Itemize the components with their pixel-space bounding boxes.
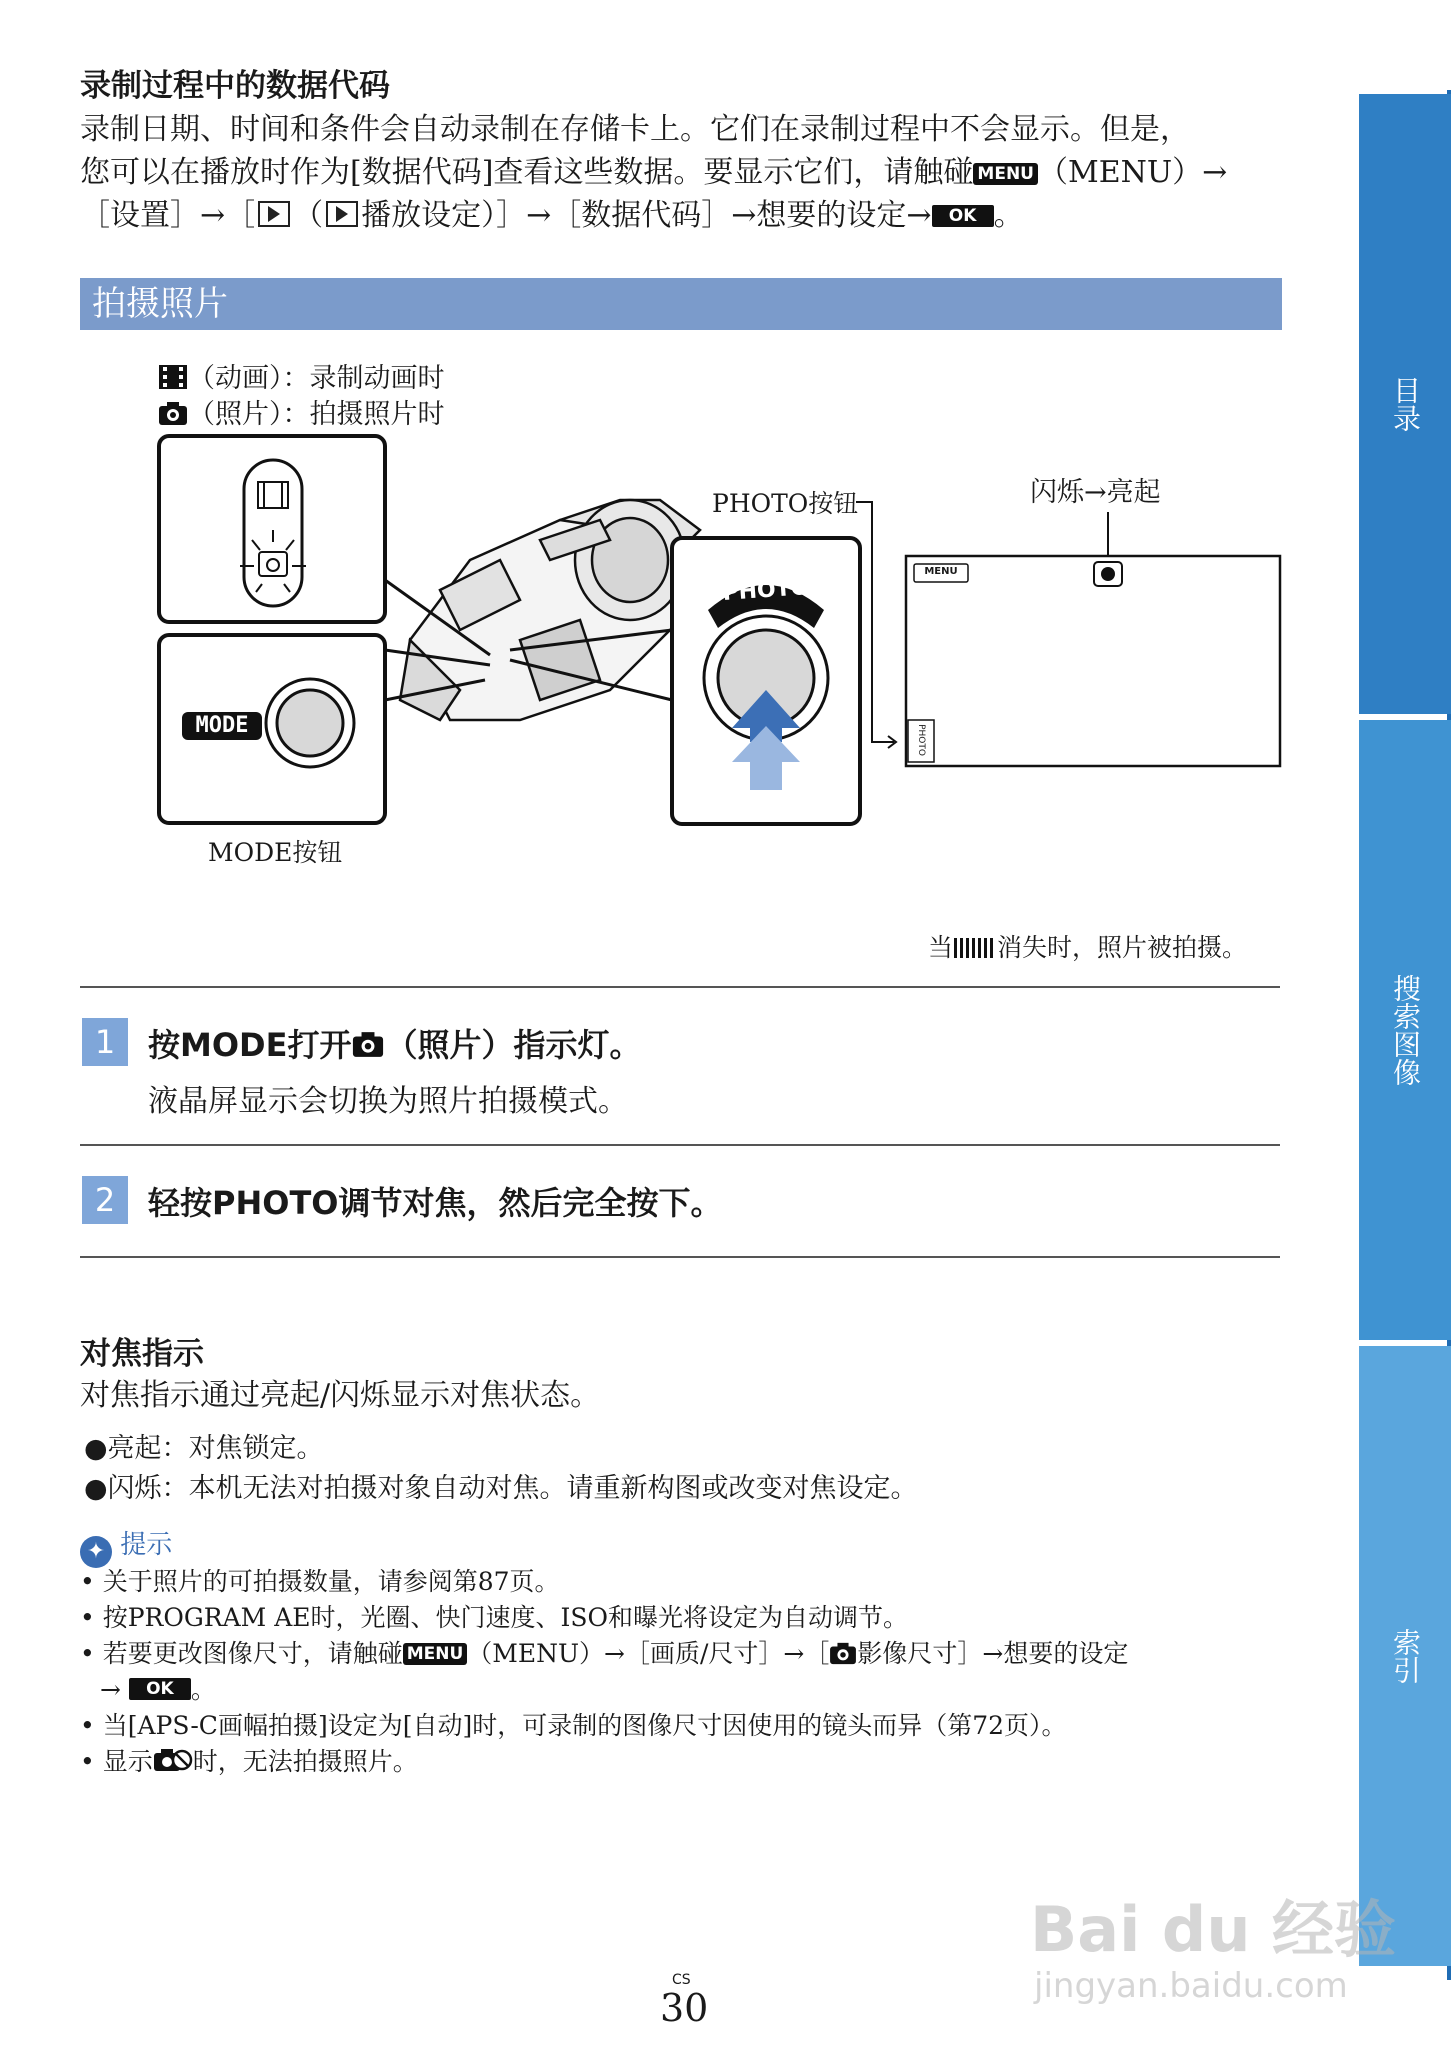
legend-photo-text: （照片）：拍摄照片时	[188, 399, 445, 430]
focus-item-text: 对焦锁定。	[188, 1433, 324, 1464]
movie-icon	[158, 364, 188, 390]
ok-icon: OK	[129, 1678, 191, 1700]
menu-icon: MENU	[403, 1643, 468, 1665]
paragraph-line-2-text: 您可以在播放时作为[数据代码]查看这些数据。要显示它们，请触碰	[80, 155, 974, 190]
divider	[80, 986, 1280, 988]
focus-intro: 对焦指示通过亮起/闪烁显示对焦状态。	[80, 1378, 601, 1413]
step-1-number: 1	[82, 1018, 128, 1066]
list-item: • 按PROGRAM AE时，光圈、快门速度、ISO和曝光将设定为自动调节。	[80, 1603, 909, 1632]
paragraph-line-2-end: （MENU）→	[1037, 155, 1228, 190]
focus-item-label: ●亮起：	[84, 1433, 189, 1464]
screen-photo-button: PHOTO	[916, 724, 926, 756]
page-number: 30	[660, 1986, 709, 2030]
tip-size-text: • 若要更改图像尺寸，请触碰	[80, 1639, 403, 1668]
tip-size-end: 。	[190, 1675, 216, 1704]
tip-size-text-2: （MENU）→［画质/尺寸］→［	[467, 1639, 830, 1668]
focus-item-label: ●闪烁：	[84, 1473, 189, 1504]
section-title-bar: 拍摄照片	[80, 278, 1282, 330]
list-item: • 关于照片的可拍摄数量，请参阅第87页。	[80, 1567, 560, 1596]
footer-lang: CS	[672, 1972, 691, 1988]
step-2-title: 轻按PHOTO调节对焦，然后完全按下。	[148, 1184, 723, 1222]
tab-contents[interactable]	[1359, 94, 1451, 714]
divider	[80, 1144, 1280, 1146]
list-item	[80, 1672, 1280, 1708]
tab-index[interactable]	[1359, 1346, 1451, 1966]
playback-icon	[258, 201, 290, 227]
tip-no-photo-text-2: 时，无法拍摄照片。	[192, 1747, 418, 1776]
tab-search-images[interactable]	[1359, 720, 1451, 1340]
playback-icon	[326, 201, 358, 227]
tips-list	[80, 1564, 1280, 1780]
data-code-paragraph	[80, 108, 1280, 237]
paragraph-line-3-paren: （	[293, 198, 324, 233]
focus-item-blink	[84, 1466, 918, 1505]
caption-text-b: 消失时，照片被拍摄。	[997, 933, 1248, 962]
paragraph-line-3-end: 。	[993, 198, 1024, 233]
tip-size-text-3: 影像尺寸］→想要的设定	[857, 1639, 1129, 1668]
paragraph-line-2	[80, 151, 1280, 194]
tip-size-arrow: →	[100, 1675, 121, 1704]
focus-heading: 对焦指示	[80, 1336, 204, 1372]
tips-title: 提示	[120, 1530, 173, 1560]
watermark-url: jingyan.baidu.com	[1034, 1966, 1348, 2006]
ok-icon: OK	[932, 205, 994, 227]
step-2-number: 2	[82, 1176, 128, 1224]
step-1-description: 液晶屏显示会切换为照片拍摄模式。	[148, 1084, 628, 1119]
caption-text-a: 当	[928, 933, 954, 962]
legend-movie	[158, 356, 445, 395]
focus-bars-icon	[953, 937, 997, 959]
watermark-brand: Bai du 经验	[1030, 1893, 1397, 1966]
focus-item-text: 本机无法对拍摄对象自动对焦。请重新构图或改变对焦设定。	[188, 1473, 918, 1504]
camera-icon	[158, 400, 188, 426]
data-code-heading: 录制过程中的数据代码	[80, 68, 390, 104]
list-item	[80, 1636, 1280, 1672]
no-photo-icon	[153, 1747, 193, 1773]
tab-contents-label: 目录	[1389, 376, 1422, 432]
screen-menu-button: MENU	[924, 566, 958, 577]
paragraph-line-1: 录制日期、时间和条件会自动录制在存储卡上。它们在录制过程中不会显示。但是，	[80, 112, 1190, 147]
step-1-title	[148, 1020, 642, 1066]
list-item	[80, 1744, 1280, 1780]
paragraph-line-3-text: ［设置］→［	[80, 198, 256, 233]
photo-button-label: PHOTO按钮	[712, 489, 859, 518]
mode-button-label: MODE按钮	[208, 838, 343, 867]
step-1-title-rest: （照片）指示灯。	[385, 1026, 642, 1064]
legend-photo	[158, 392, 445, 431]
divider	[80, 1256, 1280, 1258]
mode-button-text: MODE	[195, 713, 249, 738]
focus-item-on	[84, 1426, 324, 1465]
photo-button-text: PHOTO	[721, 574, 811, 607]
list-item: • 当[APS-C画幅拍摄]设定为[自动]时，可录制的图像尺寸因使用的镜头而异（第72页）。	[80, 1711, 1067, 1740]
legend-movie-text: （动画）：录制动画时	[188, 363, 445, 394]
paragraph-line-3	[80, 194, 1280, 237]
step-1-title-text: 按MODE打开	[148, 1026, 352, 1064]
tip-no-photo-text: • 显示	[80, 1747, 153, 1776]
flash-label: 闪烁→亮起	[1030, 477, 1161, 508]
tab-index-label: 索引	[1389, 1628, 1422, 1684]
camera-icon	[351, 1030, 385, 1058]
menu-icon: MENU	[973, 163, 1038, 185]
tips-heading	[80, 1524, 172, 1568]
tab-search-images-label: 搜索图像	[1389, 974, 1422, 1086]
camera-icon	[829, 1641, 857, 1665]
paragraph-line-3-rest: 播放设定）］→［数据代码］→想要的设定→	[361, 198, 932, 233]
lightbulb-icon: ✦	[80, 1536, 112, 1568]
figure-caption	[928, 928, 1247, 964]
